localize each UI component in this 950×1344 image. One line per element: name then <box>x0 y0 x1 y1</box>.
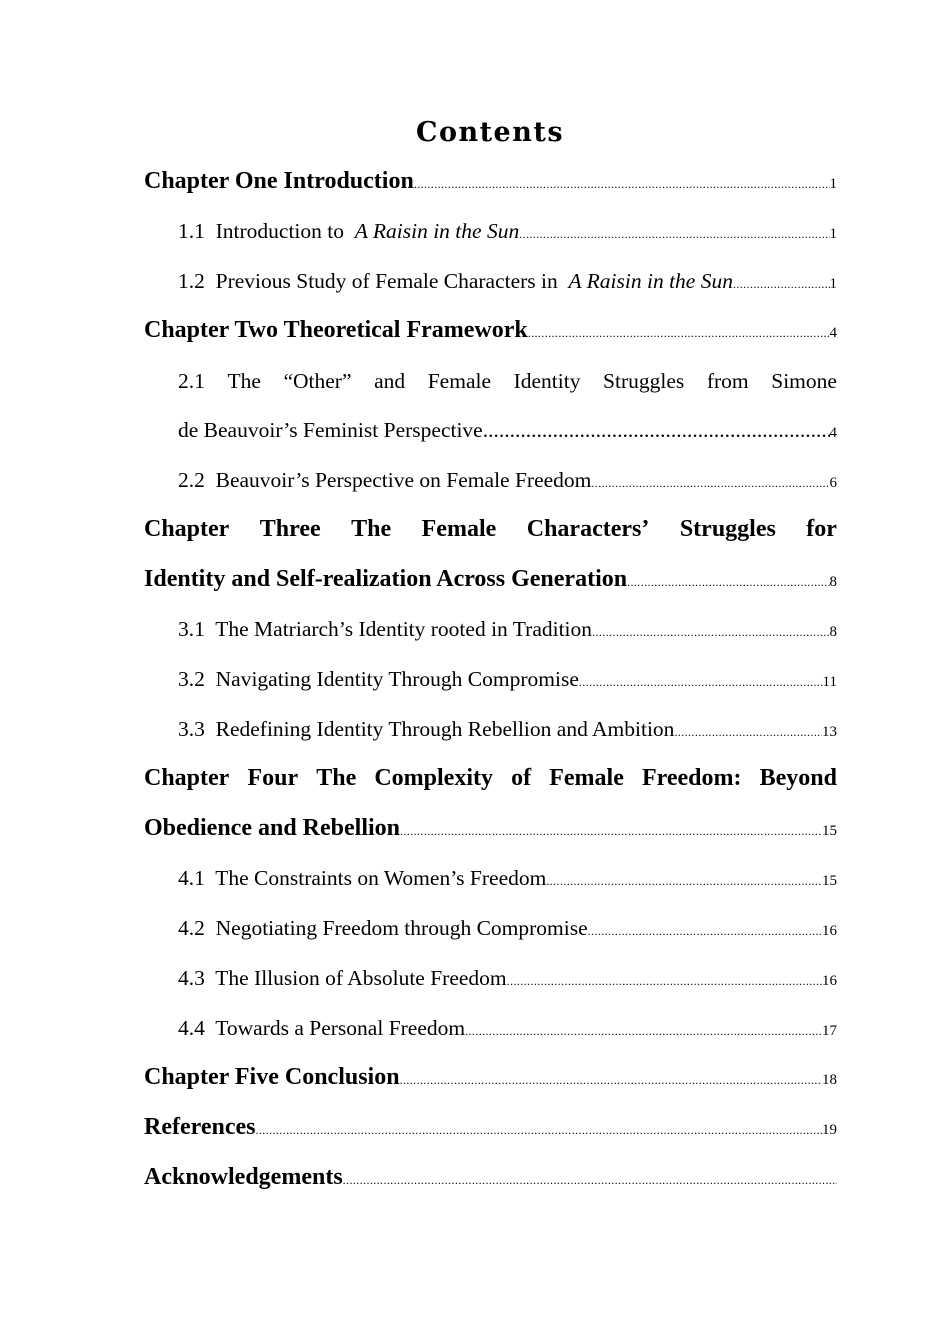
toc-entry-text: Navigating Identity Through Compromise <box>215 667 579 691</box>
word: from <box>706 369 749 393</box>
word: Female <box>421 516 497 542</box>
toc-entry-acknowledgements[interactable] <box>144 1161 837 1193</box>
page-number: 15 <box>822 823 837 839</box>
dot-leader <box>519 228 829 240</box>
page-number: 1 <box>829 176 837 192</box>
word: Struggles <box>679 516 776 542</box>
toc-entry-text: References <box>144 1114 256 1140</box>
toc-entry-chapter-three-line1[interactable] <box>144 513 837 545</box>
toc-entry-4-4[interactable] <box>178 1012 837 1044</box>
dot-leader <box>546 875 822 887</box>
toc-entry-3-1[interactable] <box>178 613 837 645</box>
toc-entry-4-3[interactable] <box>178 962 837 994</box>
dot-leader <box>256 1124 823 1136</box>
section-number: 4.4 <box>178 1016 205 1040</box>
page-number: 19 <box>822 1122 837 1138</box>
toc-entry-text: de Beauvoir’s Feminist Perspective <box>178 418 483 442</box>
page-number: 6 <box>829 475 837 491</box>
toc-entry-text: The Constraints on Women’s Freedom <box>215 866 547 890</box>
dot-leader <box>483 414 830 446</box>
toc-entry-chapter-five[interactable] <box>144 1061 837 1093</box>
page-number: 1 <box>829 276 837 292</box>
toc-entry-chapter-four-line2[interactable] <box>144 812 837 844</box>
toc-entry-3-3[interactable] <box>178 713 837 745</box>
dot-leader <box>588 925 822 937</box>
word: Complexity <box>374 765 493 791</box>
section-number: 4.1 <box>178 866 205 890</box>
page-number: 17 <box>822 1023 837 1039</box>
toc-entry-text: Beauvoir’s Perspective on Female Freedom <box>215 468 592 492</box>
page-number: 4 <box>829 325 837 341</box>
dot-leader <box>400 825 822 837</box>
toc-entry-text: Previous Study of Female Characters in <box>215 269 564 293</box>
dot-leader <box>465 1025 822 1037</box>
toc-entry-4-2[interactable] <box>178 912 837 944</box>
toc-entry-1-2[interactable] <box>178 265 837 297</box>
toc-entry-chapter-one[interactable] <box>144 165 837 197</box>
section-number: 1.1 <box>178 219 205 243</box>
toc-entry-text: Introduction to <box>215 219 350 243</box>
word: Four <box>247 765 299 791</box>
toc-entry-chapter-four-line1[interactable] <box>144 762 837 794</box>
word: “Other” <box>283 369 352 393</box>
word: Characters’ <box>526 516 650 542</box>
toc-entry-text: Chapter One Introduction <box>144 168 414 194</box>
toc-entry-text: Negotiating Freedom through Compromise <box>215 916 588 940</box>
page-number: 4 <box>829 425 837 441</box>
dot-leader <box>528 327 830 339</box>
word: Freedom: <box>641 765 742 791</box>
toc-entry-italic-title: A Raisin in the Sun <box>354 219 520 243</box>
page-number: 1 <box>829 226 837 242</box>
section-number: 4.2 <box>178 916 205 940</box>
toc-entry-text: Chapter Two Theoretical Framework <box>144 317 528 343</box>
toc-entry-4-1[interactable] <box>178 862 837 894</box>
word: Chapter <box>144 765 230 791</box>
word: The <box>316 765 357 791</box>
page-number: 11 <box>822 674 837 690</box>
toc-entry-2-2[interactable] <box>178 464 837 496</box>
page-number: 8 <box>829 624 837 640</box>
dot-leader <box>592 626 829 638</box>
word: Struggles <box>603 369 685 393</box>
page-title: Contents <box>415 117 565 148</box>
toc-entry-1-1[interactable] <box>178 215 837 247</box>
word: The <box>227 369 261 393</box>
dot-leader <box>627 576 829 588</box>
toc-entry-text: Identity and Self-realization Across Generation <box>144 566 628 592</box>
word: The <box>351 516 392 542</box>
word: Female <box>549 765 624 791</box>
dot-leader <box>674 726 822 738</box>
toc-entry-2-1-line2[interactable] <box>178 414 837 446</box>
toc-entry-italic-title: A Raisin in the Sun <box>568 269 733 293</box>
toc-entry-chapter-three-line2[interactable] <box>144 563 837 595</box>
word: Female <box>427 369 492 393</box>
toc-entry-text: Towards a Personal Freedom <box>215 1016 466 1040</box>
section-number: 3.3 <box>178 717 205 741</box>
toc-entry-3-2[interactable] <box>178 663 837 695</box>
page-number: 15 <box>822 873 837 889</box>
word: Chapter <box>144 516 230 542</box>
section-number: 4.3 <box>178 966 205 990</box>
word: for <box>806 516 837 542</box>
section-number: 3.1 <box>178 617 205 641</box>
dot-leader <box>579 676 823 688</box>
dot-leader <box>591 477 829 489</box>
page-number: 8 <box>829 574 837 590</box>
toc-entry-text: The Matriarch’s Identity rooted in Tradition <box>215 617 593 641</box>
dot-leader <box>507 975 822 987</box>
toc-entry-text: Obedience and Rebellion <box>144 815 401 841</box>
dot-leader <box>733 278 830 290</box>
toc-entry-text: Chapter Five Conclusion <box>144 1064 400 1090</box>
section-number: 3.2 <box>178 667 205 691</box>
page-number: 13 <box>822 724 837 740</box>
toc-entry-text: Acknowledgements <box>144 1164 343 1190</box>
toc-entry-references[interactable] <box>144 1111 837 1143</box>
dot-leader <box>343 1174 837 1186</box>
toc-entry-text: Redefining Identity Through Rebellion and Ambition <box>215 717 675 741</box>
word: Simone <box>771 369 837 393</box>
word: Three <box>259 516 321 542</box>
word: of <box>511 765 532 791</box>
word: and <box>374 369 406 393</box>
page-number: 18 <box>822 1072 837 1088</box>
section-number: 2.2 <box>178 468 205 492</box>
word: 2.1 <box>178 369 205 393</box>
word: Beyond <box>759 765 837 791</box>
section-number: 1.2 <box>178 269 205 293</box>
word: Identity <box>513 369 581 393</box>
toc-entry-text: The Illusion of Absolute Freedom <box>215 966 507 990</box>
dot-leader <box>414 178 830 190</box>
page-number: 16 <box>822 923 837 939</box>
dot-leader <box>400 1074 822 1086</box>
toc-entry-chapter-two[interactable] <box>144 314 837 346</box>
page-number: 16 <box>822 973 837 989</box>
toc-entry-2-1-line1[interactable] <box>178 365 837 397</box>
